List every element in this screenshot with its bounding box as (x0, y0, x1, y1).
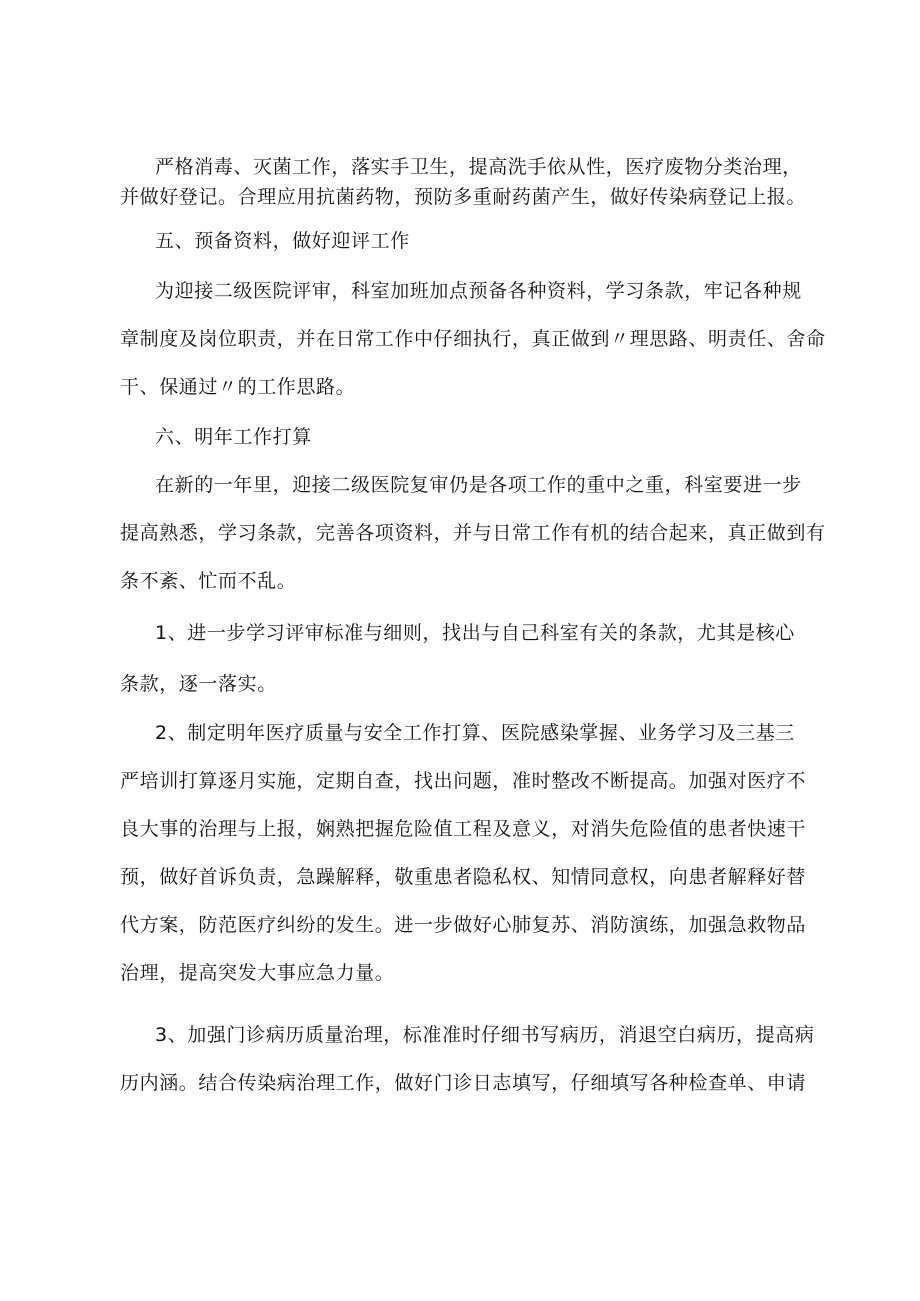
paragraph-line: 为迎接二级医院评审，科室加班加点预备各种资料，学习条款，牢记各种规 (155, 280, 802, 302)
list-item-line: 2、制定明年医疗质量与安全工作打算、医院感染掌握、业务学习及三基三 (155, 722, 795, 744)
paragraph-line: 在新的一年里，迎接二级医院复审仍是各项工作的重中之重，科室要进一步 (155, 474, 802, 496)
paragraph-line: 提高熟悉，学习条款，完善各项资料，并与日常工作有机的结合起来，真正做到有 (120, 522, 826, 544)
list-item-line: 历内涵。结合传染病治理工作，做好门诊日志填写，仔细填写各种检查单、申请 (120, 1072, 807, 1094)
list-item-line: 严培训打算逐月实施，定期自查，找出问题，准时整改不断提高。加强对医疗不 (120, 770, 807, 792)
list-item-line: 1、进一步学习评审标准与细则，找出与自己科室有关的条款，尤其是核心 (155, 622, 795, 644)
list-item-line: 良大事的治理与上报，娴熟把握危险值工程及意义，对消失危险值的患者快速干 (120, 818, 807, 840)
paragraph-line: 干、保通过〃的工作思路。 (120, 376, 356, 398)
list-item-line: 3、加强门诊病历质量治理，标准准时仔细书写病历，消退空白病历，提高病 (155, 1024, 815, 1046)
section-heading: 五、预备资料，做好迎评工作 (155, 230, 410, 252)
section-heading: 六、明年工作打算 (155, 426, 312, 448)
list-item-line: 条款，逐一落实。 (120, 673, 277, 695)
paragraph-line: 章制度及岗位职责，并在日常工作中仔细执行，真正做到〃理思路、明责任、舍命 (120, 328, 826, 350)
list-item-line: 预，做好首诉负责，急躁解释，敬重患者隐私权、知情同意权，向患者解释好替 (120, 866, 807, 888)
list-item-line: 治理，提高突发大事应急力量。 (120, 962, 395, 984)
paragraph-line: 并做好登记。合理应用抗菌药物，预防多重耐药菌产生，做好传染病登记上报。 (120, 186, 807, 208)
paragraph-line: 严格消毒、灭菌工作，落实手卫生，提高洗手依从性，医疗废物分类治理， (155, 156, 802, 178)
list-item-line: 代方案，防范医疗纠纷的发生。进一步做好心肺复苏、消防演练，加强急救物品 (120, 914, 807, 936)
paragraph-line: 条不紊、忙而不乱。 (120, 570, 297, 592)
